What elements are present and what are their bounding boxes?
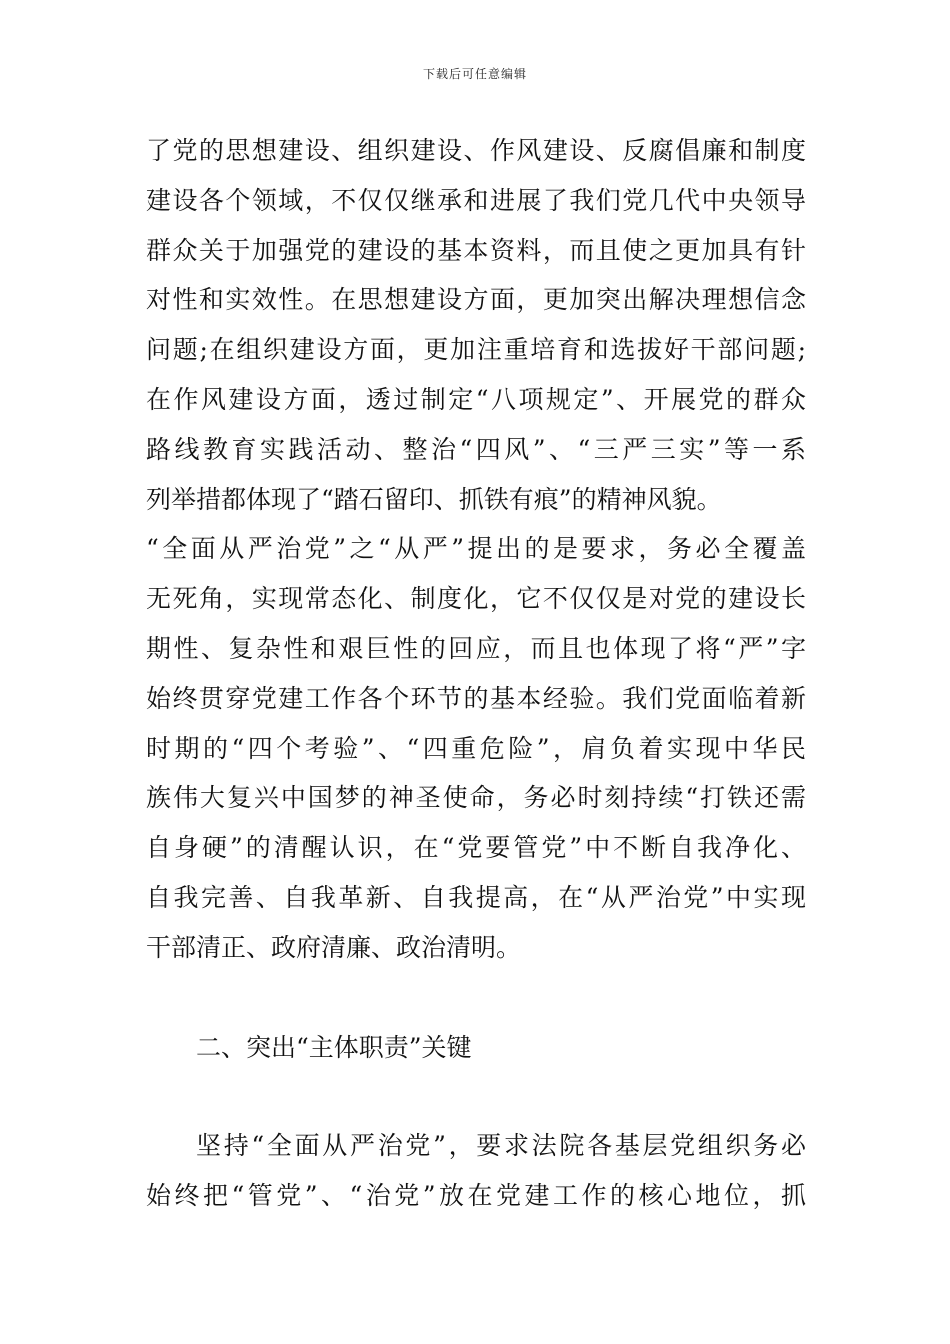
- text-line: 列举措都体现了“踏石留印、抓铁有痕”的精神风貌。: [146, 484, 722, 514]
- header-note: 下载后可任意编辑: [422, 67, 527, 81]
- text-line: 在作风建设方面，透过制定“八项规定”、开展党的群众: [146, 384, 806, 414]
- text-line: 族伟大复兴中国梦的神圣使命，务必时刻持续“打铁还需: [146, 783, 806, 813]
- text-line: 自身硬”的清醒认识，在“党要管党”中不断自我净化、: [146, 833, 806, 863]
- text-line: 无死角，实现常态化、制度化，它不仅仅是对党的建设长: [146, 584, 806, 614]
- text-line: 期性、复杂性和艰巨性的回应，而且也体现了将“严”字: [146, 633, 806, 663]
- text-line: 对性和实效性。在思想建设方面，更加突出解决理想信念: [146, 285, 806, 315]
- text-line: 群众关于加强党的建设的基本资料，而且使之更加具有针: [146, 235, 806, 265]
- text-line: 时期的“四个考验”、“四重危险”，肩负着实现中华民: [146, 733, 806, 763]
- text-line: 问题;在组织建设方面，更加注重培育和选拔好干部问题;: [146, 335, 806, 365]
- text-line: 坚持“全面从严治党”，要求法院各基层党组织务必: [196, 1131, 806, 1160]
- text-line: 始终贯穿党建工作各个环节的基本经验。我们党面临着新: [146, 683, 806, 713]
- text-line: 路线教育实践活动、整治“四风”、“三严三实”等一系: [146, 434, 806, 464]
- text-line: 自我完善、自我革新、自我提高，在“从严治党”中实现: [146, 882, 806, 912]
- text-line: “全面从严治党”之“从严”提出的是要求，务必全覆盖: [146, 534, 806, 564]
- section-heading-text: 二、突出“主体职责”关键: [196, 1033, 472, 1062]
- text-line: 始终把“管党”、“治党”放在党建工作的核心地位，抓: [146, 1180, 806, 1210]
- section-heading: [196, 1023, 796, 1073]
- text-line: 干部清正、政府清廉、政治清明。: [146, 932, 522, 962]
- text-line: 了党的思想建设、组织建设、作风建设、反腐倡廉和制度: [146, 136, 806, 165]
- body-paragraph-1: [146, 126, 806, 973]
- body-paragraph-2: [146, 1121, 806, 1221]
- text-line: 建设各个领域，不仅仅继承和进展了我们党几代中央领导: [146, 185, 806, 215]
